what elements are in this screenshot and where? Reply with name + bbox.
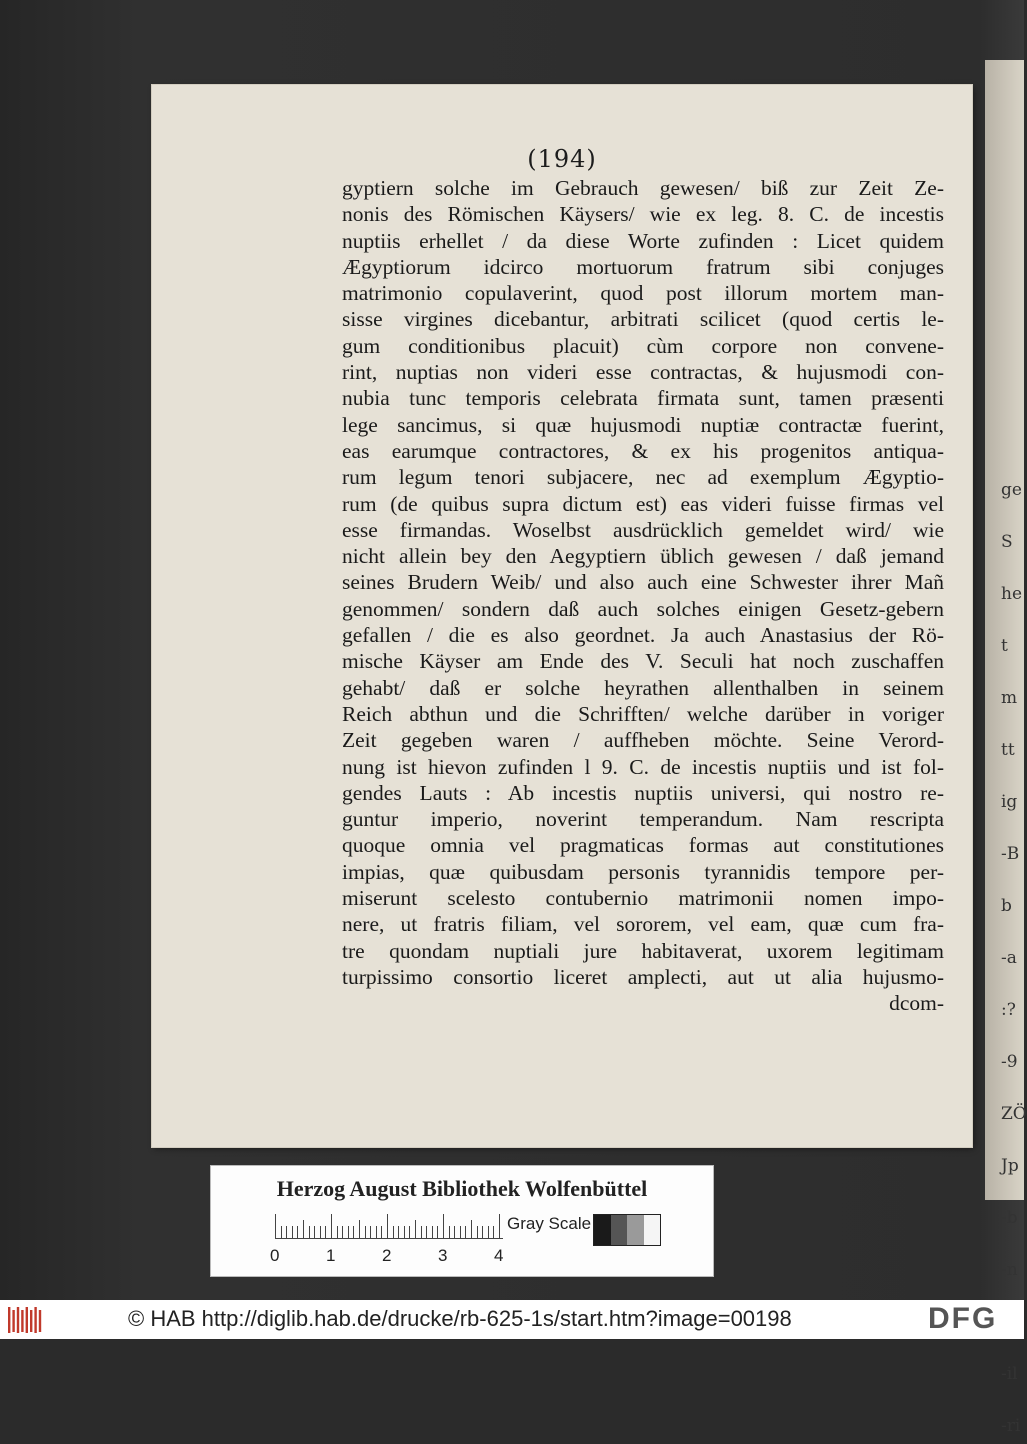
text-line: nere, ut fratris filiam, vel sororem, vel eam, quæ cum fra-	[342, 912, 944, 937]
next-page-fragment: ge	[1001, 480, 1022, 500]
ruler-tick	[393, 1226, 394, 1238]
text-line: turpissimo consortio liceret amplecti, aut ut alia hujusmo-	[342, 964, 944, 989]
ruler-tick	[477, 1226, 478, 1238]
next-page-fragment: -n	[1001, 1260, 1018, 1280]
logo-bar	[8, 1307, 10, 1333]
grayscale-swatch	[611, 1215, 628, 1245]
text-line: guntur imperio, noverint temperandum. Nam rescripta	[342, 807, 944, 832]
text-line: gefallen / die es also geordnet. Ja auch Anastasius der Rö-	[342, 623, 944, 648]
scale-ruler	[275, 1212, 503, 1239]
text-line: quoque omnia vel pragmaticas formas aut constitutiones	[342, 833, 944, 858]
ruler-tick	[303, 1220, 304, 1238]
ruler-tick	[426, 1226, 427, 1238]
ruler-tick	[471, 1220, 472, 1238]
next-page-fragment: -il	[1001, 1364, 1018, 1384]
text-line: gendes Lauts : Ab incestis nuptiis universi, qui nostro re-	[342, 780, 944, 805]
text-line: rum legum tenori subjacere, nec ad exemplum Ægyptio-	[342, 465, 944, 490]
next-page-fragment: ig	[1001, 792, 1018, 812]
ruler-tick	[432, 1226, 433, 1238]
next-page-fragment: S	[1001, 532, 1013, 552]
text-line: gyptiern solche im Gebrauch gewesen/ biß zur Zeit Ze-	[342, 176, 944, 200]
logo-bar	[34, 1307, 36, 1333]
next-page-fragment: tt	[1001, 740, 1015, 760]
next-page-fragment: t	[1001, 636, 1008, 656]
next-page-fragment: -B	[1001, 844, 1020, 864]
text-line: Reich abthun und die Schrifften/ welche darüber in voriger	[342, 701, 944, 726]
ruler-tick	[320, 1226, 321, 1238]
copyright-link[interactable]: © HAB http://diglib.hab.de/drucke/rb-625-1s/start.htm?image=00198	[128, 1306, 792, 1331]
next-page-fragment: ZÖ	[1001, 1104, 1027, 1124]
ruler-tick	[342, 1226, 343, 1238]
book-page	[152, 85, 972, 1147]
ruler-tick	[286, 1226, 287, 1238]
ruler-number: 2	[382, 1246, 392, 1265]
grayscale-swatch	[627, 1215, 644, 1245]
ruler-tick	[309, 1226, 310, 1238]
ruler-tick	[409, 1226, 410, 1238]
text-line: mische Käyser am Ende des V. Seculi hat noch zuschaffen	[342, 649, 944, 674]
ruler-tick	[331, 1214, 332, 1238]
grayscale-bar	[593, 1214, 661, 1246]
text-line: seines Brudern Weib/ und also auch eine Schwester ihrer Mañ	[342, 570, 944, 595]
text-line: impias, quæ quibusdam personis tyrannidis tempore per-	[342, 859, 944, 884]
ruler-number: 0	[270, 1246, 280, 1265]
text-line: eas earumque contractores, & ex his progenitos antiqua-	[342, 438, 944, 463]
logo-bar	[30, 1310, 32, 1332]
library-name: Herzog August Bibliothek Wolfenbüttel	[276, 1176, 648, 1201]
next-page-fragment: -b	[1001, 1208, 1018, 1228]
text-line: genommen/ sondern daß auch solches einigen Gesetz-gebern	[342, 596, 944, 621]
text-line: nicht allein bey den Aegyptiern üblich gewesen / daß jemand	[342, 544, 944, 569]
text-line: matrimonio copulaverint, quod post illorum mortem man-	[342, 281, 944, 306]
next-page-fragment: m	[1001, 688, 1018, 708]
text-line: rint, nuptias non videri esse contractas, & hujusmodi con-	[342, 360, 944, 385]
text-line: lege sancimus, si quæ hujusmodi nuptiæ contractæ fuerint,	[342, 412, 944, 437]
ruler-tick	[460, 1226, 461, 1238]
next-page-fragment: b	[1001, 896, 1012, 916]
page-number: (194)	[527, 145, 597, 173]
ruler-tick	[348, 1226, 349, 1238]
hab-logo-icon	[6, 1306, 44, 1334]
text-line: rum (de quibus supra dictum est) eas videri fuisse firmas vel	[342, 491, 944, 516]
next-page-fragment: -a	[1001, 948, 1017, 968]
text-line: nung ist hievon zufinden l 9. C. de incestis nuptiis und ist fol-	[342, 754, 944, 779]
ruler-tick	[415, 1220, 416, 1238]
ruler-tick	[381, 1226, 382, 1238]
next-page-fragment: he	[1001, 584, 1023, 604]
ruler-tick	[297, 1226, 298, 1238]
ruler-tick	[488, 1226, 489, 1238]
dfg-logo: DFG	[928, 1302, 998, 1335]
next-page-fragment: -ri	[1001, 1416, 1021, 1436]
next-page-fragment: Jp	[1001, 1156, 1019, 1176]
ruler-tick	[493, 1226, 494, 1238]
ruler-tick	[398, 1226, 399, 1238]
logo-bar	[21, 1310, 23, 1332]
ruler-tick	[482, 1226, 483, 1238]
ruler-number: 1	[326, 1246, 336, 1265]
text-line: gum conditionibus placuit) cùm corpore non convene-	[342, 333, 944, 358]
text-line: Zeit gegeben waren / auffheben möchte. Seine Verord-	[342, 728, 944, 753]
ruler-tick	[499, 1214, 500, 1238]
text-line: nuptiis erhellet / da diese Worte zufinden : Licet quidem	[342, 228, 944, 253]
logo-bar	[17, 1307, 19, 1333]
ruler-tick	[281, 1226, 282, 1238]
ruler-tick	[275, 1214, 276, 1238]
text-line: esse firmandas. Woselbst ausdrücklich gemeldet wird/ wie	[342, 517, 944, 542]
text-line: nubia tunc temporis celebrata firmata sunt, tamen præsenti	[342, 386, 944, 411]
ruler-tick	[365, 1226, 366, 1238]
logo-bar	[39, 1310, 41, 1332]
ruler-number: 4	[494, 1246, 504, 1265]
ruler-tick	[359, 1220, 360, 1238]
page-text	[342, 175, 944, 1017]
text-line: nonis des Römischen Käysers/ wie ex leg. 8. C. de incestis	[342, 202, 944, 227]
ruler-tick	[421, 1226, 422, 1238]
next-page-fragment: -9	[1001, 1052, 1018, 1072]
ruler-tick	[370, 1226, 371, 1238]
ruler-number: 3	[438, 1246, 448, 1265]
ruler-tick	[325, 1226, 326, 1238]
text-line: Ægyptiorum idcirco mortuorum fratrum sibi conjuges	[342, 254, 944, 279]
grayscale-label: Gray Scale	[507, 1214, 592, 1233]
text-line: sisse virgines dicebantur, arbitrati scilicet (quod certis le-	[342, 307, 944, 332]
ruler-tick	[387, 1214, 388, 1238]
library-color-card	[210, 1165, 714, 1277]
bottom-bar	[0, 1300, 1024, 1339]
ruler-tick	[449, 1226, 450, 1238]
ruler-tick	[443, 1214, 444, 1238]
next-page-fragment: :?	[1001, 1000, 1016, 1020]
ruler-tick	[465, 1226, 466, 1238]
logo-bar	[12, 1310, 14, 1332]
text-line: dcom-	[889, 991, 944, 1016]
ruler-tick	[353, 1226, 354, 1238]
ruler-tick	[454, 1226, 455, 1238]
ruler-tick	[437, 1226, 438, 1238]
text-line: miserunt scelesto contubernio matrimonii nomen impo-	[342, 886, 944, 911]
ruler-tick	[404, 1226, 405, 1238]
text-line: tre quondam nuptiali jure habitaverat, uxorem legitimam	[342, 938, 944, 963]
next-page-edge	[985, 60, 1027, 1436]
ruler-tick	[376, 1226, 377, 1238]
ruler-tick	[314, 1226, 315, 1238]
ruler-tick	[337, 1226, 338, 1238]
logo-bar	[26, 1307, 28, 1333]
ruler-tick	[292, 1226, 293, 1238]
grayscale-swatch	[594, 1215, 611, 1245]
text-line: gehabt/ daß er solche heyrathen allenthalben in seinem	[342, 675, 944, 700]
grayscale-swatch	[644, 1215, 661, 1245]
